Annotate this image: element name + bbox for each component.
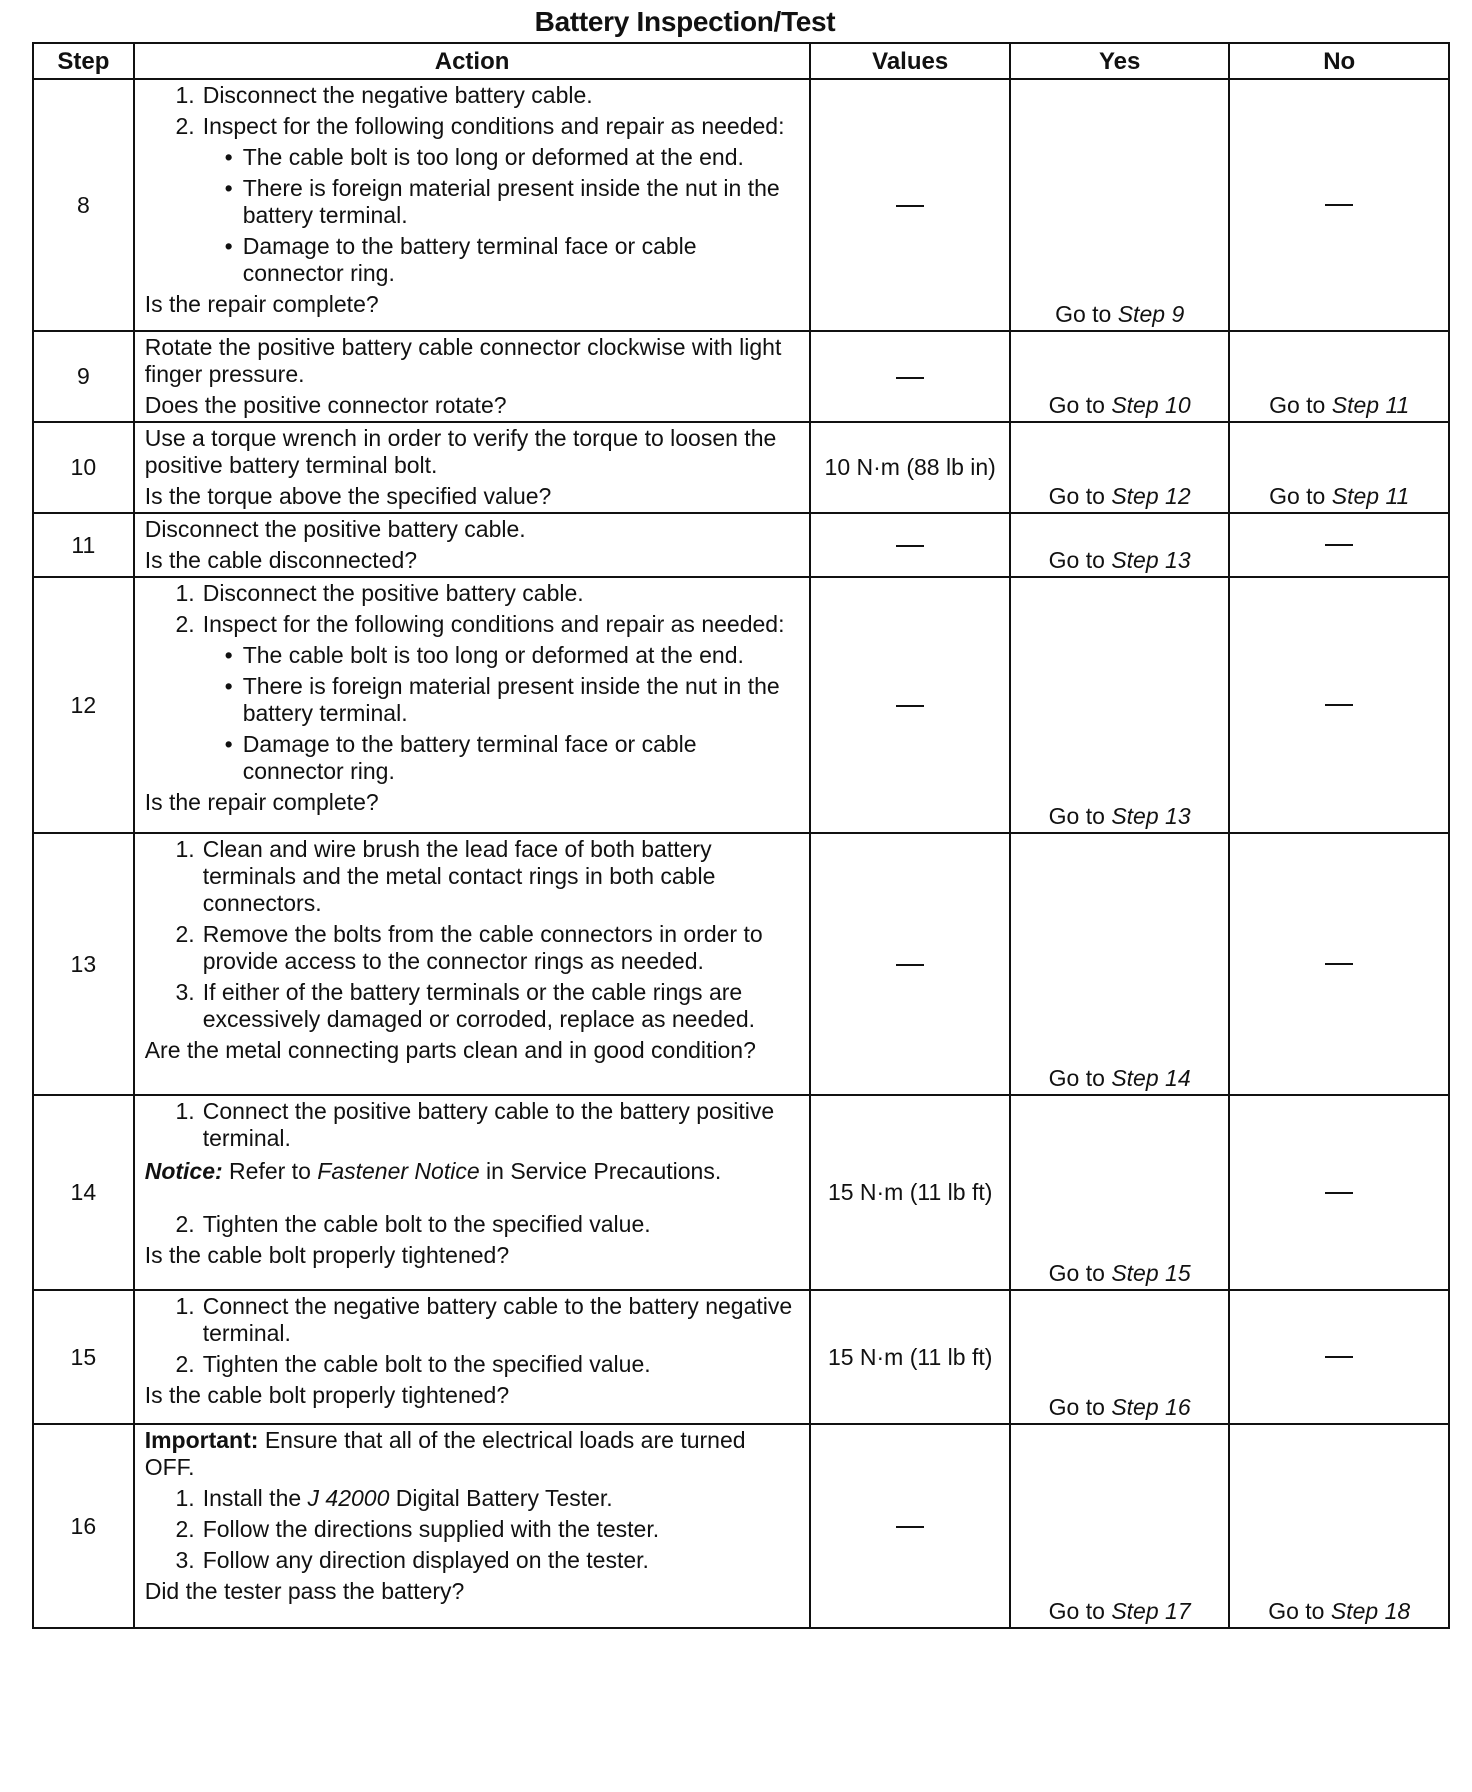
action-question: Does the positive connector rotate?	[144, 392, 507, 418]
action-question: Are the metal connecting parts clean and in good condition?	[144, 1037, 756, 1063]
goto-link: Go to Step 10	[1048, 392, 1191, 418]
list-number: 2.	[175, 1516, 195, 1542]
list-number: 2.	[175, 113, 195, 139]
action-text: Use a torque wrench in order to verify the torque to loosen the positive battery terminal bolt.	[144, 425, 777, 478]
action-question: Is the repair complete?	[144, 789, 379, 815]
no-cell	[1229, 833, 1449, 1095]
dash-mark	[1325, 1192, 1353, 1194]
action-cell	[134, 1290, 811, 1424]
bullet: •	[224, 673, 233, 699]
action-item: Connect the negative battery cable to the battery negative terminal.	[202, 1293, 793, 1346]
header-step: Step	[33, 43, 134, 79]
list-number: 3.	[175, 1547, 195, 1573]
yes-cell	[1010, 1290, 1230, 1424]
action-cell	[134, 513, 811, 577]
action-question: Is the torque above the specified value?	[144, 483, 552, 509]
action-cell	[134, 577, 811, 833]
condition-item: Damage to the battery terminal face or cable connector ring.	[242, 233, 697, 286]
action-item: Clean and wire brush the lead face of both battery terminals and the metal contact rings in both cable connectors.	[202, 836, 716, 916]
step-number: 16	[33, 1424, 134, 1628]
step-number: 15	[33, 1290, 134, 1424]
action-question: Is the cable bolt properly tightened?	[144, 1242, 510, 1268]
dash-mark	[896, 205, 924, 207]
list-number: 1.	[175, 82, 195, 108]
action-item: Install the J 42000 Digital Battery Tester.	[202, 1485, 613, 1511]
bullet: •	[224, 731, 233, 757]
no-cell	[1229, 422, 1449, 513]
values-cell	[810, 79, 1009, 331]
goto-link: Go to Step 11	[1269, 483, 1410, 509]
action-item: Inspect for the following conditions and repair as needed:	[202, 611, 785, 637]
table-row	[33, 833, 1449, 1095]
action-item: Disconnect the negative battery cable.	[202, 82, 593, 108]
condition-item: The cable bolt is too long or deformed at the end.	[242, 144, 744, 170]
condition-item: Damage to the battery terminal face or cable connector ring.	[242, 731, 697, 784]
yes-cell	[1010, 1095, 1230, 1290]
no-cell	[1229, 1424, 1449, 1628]
action-item: Tighten the cable bolt to the specified value.	[202, 1351, 651, 1377]
yes-cell	[1010, 513, 1230, 577]
table-row	[33, 331, 1449, 422]
step-number: 11	[33, 513, 134, 577]
dash-mark	[896, 545, 924, 547]
goto-link: Go to Step 18	[1268, 1598, 1411, 1624]
goto-link: Go to Step 9	[1055, 301, 1185, 327]
action-text: Disconnect the positive battery cable.	[144, 516, 526, 542]
condition-item: There is foreign material present inside the nut in the battery terminal.	[242, 673, 780, 726]
step-number: 14	[33, 1095, 134, 1290]
action-cell	[134, 331, 811, 422]
values-cell	[810, 577, 1009, 833]
bullet: •	[224, 233, 233, 259]
table-row	[33, 1095, 1449, 1290]
action-question: Did the tester pass the battery?	[144, 1578, 465, 1604]
action-text: Rotate the positive battery cable connector clockwise with light finger pressure.	[144, 334, 782, 387]
goto-link: Go to Step 13	[1048, 803, 1191, 829]
list-number: 2.	[175, 921, 195, 947]
action-item: Follow any direction displayed on the tester.	[202, 1547, 649, 1573]
action-question: Is the cable bolt properly tightened?	[144, 1382, 510, 1408]
no-cell	[1229, 1095, 1449, 1290]
yes-cell	[1010, 331, 1230, 422]
dash-mark	[896, 964, 924, 966]
dash-mark	[1325, 704, 1353, 706]
action-question: Is the cable disconnected?	[144, 547, 418, 573]
no-cell	[1229, 1290, 1449, 1424]
goto-link: Go to Step 13	[1048, 547, 1191, 573]
values-cell: 15 N·m (11 lb ft)	[810, 1095, 1009, 1290]
bullet: •	[224, 642, 233, 668]
action-cell	[134, 79, 811, 331]
action-cell	[134, 833, 811, 1095]
header-values: Values	[810, 43, 1009, 79]
yes-cell	[1010, 79, 1230, 331]
header-row	[33, 43, 1449, 79]
step-number: 12	[33, 577, 134, 833]
action-cell	[134, 422, 811, 513]
condition-item: There is foreign material present inside the nut in the battery terminal.	[242, 175, 780, 228]
goto-link: Go to Step 15	[1048, 1260, 1191, 1286]
battery-test-table	[32, 42, 1450, 1629]
goto-link: Go to Step 12	[1048, 483, 1191, 509]
values-cell	[810, 331, 1009, 422]
list-number: 1.	[175, 1293, 195, 1319]
action-cell	[134, 1424, 811, 1628]
important-text: Important: Ensure that all of the electrical loads are turned OFF.	[144, 1427, 746, 1480]
bullet: •	[224, 175, 233, 201]
goto-link: Go to Step 17	[1048, 1598, 1191, 1624]
yes-cell	[1010, 1424, 1230, 1628]
dash-mark	[896, 377, 924, 379]
values-cell: 15 N·m (11 lb ft)	[810, 1290, 1009, 1424]
table-row	[33, 577, 1449, 833]
list-number: 1.	[175, 836, 195, 862]
list-number: 3.	[175, 979, 195, 1005]
action-item: Follow the directions supplied with the tester.	[202, 1516, 660, 1542]
action-item: Inspect for the following conditions and repair as needed:	[202, 113, 785, 139]
header-action: Action	[134, 43, 811, 79]
dash-mark	[1325, 544, 1353, 546]
yes-cell	[1010, 833, 1230, 1095]
notice-text: Notice: Refer to Fastener Notice in Service Precautions.	[144, 1158, 722, 1184]
list-number: 1.	[175, 1485, 195, 1511]
dash-mark	[896, 1526, 924, 1528]
step-number: 10	[33, 422, 134, 513]
table-row	[33, 79, 1449, 331]
table-row	[33, 1424, 1449, 1628]
table-row	[33, 513, 1449, 577]
goto-link: Go to Step 14	[1048, 1065, 1191, 1091]
no-cell	[1229, 79, 1449, 331]
step-number: 8	[33, 79, 134, 331]
no-cell	[1229, 331, 1449, 422]
action-item: Remove the bolts from the cable connectors in order to provide access to the connector rings as needed.	[202, 921, 763, 974]
yes-cell	[1010, 577, 1230, 833]
list-number: 2.	[175, 1351, 195, 1377]
action-question: Is the repair complete?	[144, 291, 379, 317]
values-cell	[810, 1424, 1009, 1628]
values-cell	[810, 513, 1009, 577]
action-item: Disconnect the positive battery cable.	[202, 580, 584, 606]
goto-link: Go to Step 11	[1269, 392, 1410, 418]
yes-cell	[1010, 422, 1230, 513]
list-number: 2.	[175, 611, 195, 637]
goto-link: Go to Step 16	[1048, 1394, 1191, 1420]
action-item: Tighten the cable bolt to the specified value.	[202, 1211, 651, 1237]
dash-mark	[896, 705, 924, 707]
dash-mark	[1325, 963, 1353, 965]
condition-item: The cable bolt is too long or deformed at the end.	[242, 642, 744, 668]
header-yes: Yes	[1010, 43, 1230, 79]
action-item: Connect the positive battery cable to the battery positive terminal.	[202, 1098, 775, 1151]
page-title: Battery Inspection/Test	[534, 6, 836, 37]
table-row	[33, 422, 1449, 513]
list-number: 1.	[175, 580, 195, 606]
step-number: 13	[33, 833, 134, 1095]
bullet: •	[224, 144, 233, 170]
step-number: 9	[33, 331, 134, 422]
list-number: 1.	[175, 1098, 195, 1124]
values-cell	[810, 833, 1009, 1095]
header-no: No	[1229, 43, 1449, 79]
values-cell: 10 N·m (88 lb in)	[810, 422, 1009, 513]
table-row	[33, 1290, 1449, 1424]
no-cell	[1229, 513, 1449, 577]
action-item: If either of the battery terminals or the cable rings are excessively damaged or corroded, replace as needed.	[202, 979, 756, 1032]
no-cell	[1229, 577, 1449, 833]
action-cell	[134, 1095, 811, 1290]
dash-mark	[1325, 204, 1353, 206]
list-number: 2.	[175, 1211, 195, 1237]
dash-mark	[1325, 1356, 1353, 1358]
